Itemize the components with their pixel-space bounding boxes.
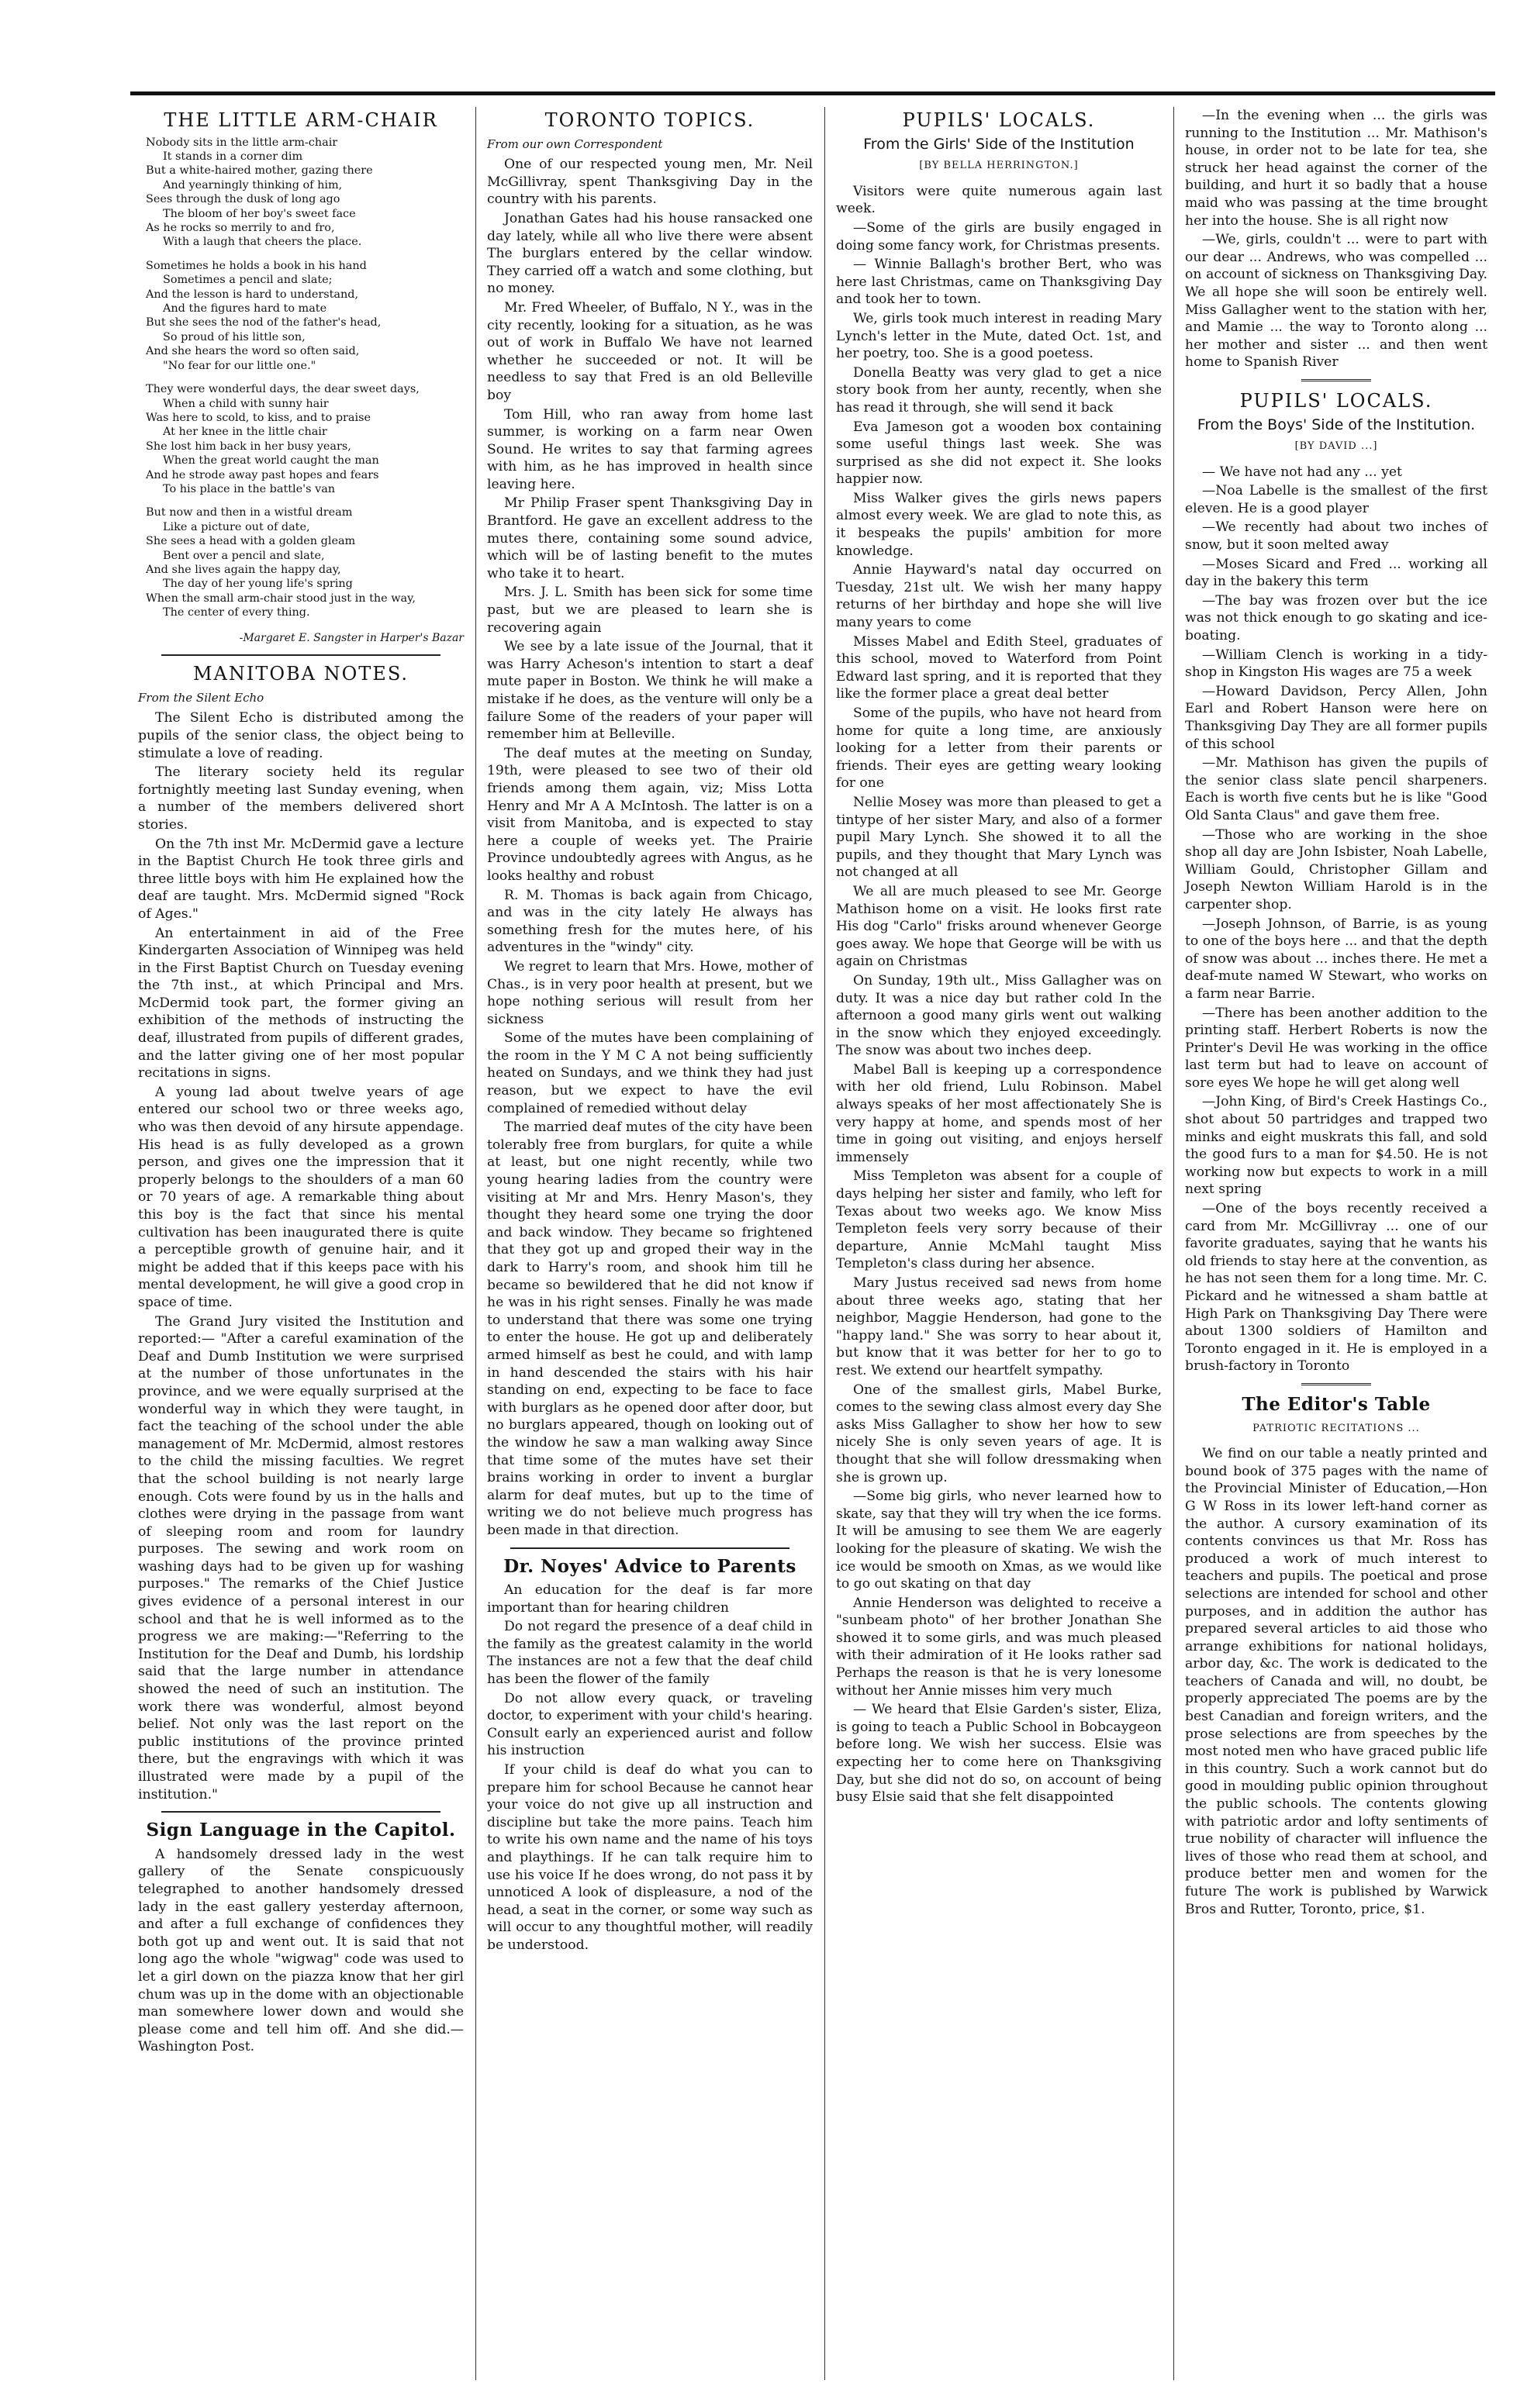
poem-line: Like a picture out of date, [163,520,310,533]
paragraph: A young lad about twelve years of age entered our school two or three weeks ago, who was then devoid of any hirsute appendage. His head is as fully developed as a grown person, and gives one the impression that it properly belongs to the shoulders of a man 60 or 70 years of age. A remarkable thing about this boy is the fact that since his mental cultivation has been inaugurated there is quite a perceptible growth of genuine hair, and it might be added that if this keeps pace with his mental development, he will give a good crop in space of time. [138,1084,464,1310]
toronto-body [487,156,813,1539]
paragraph: — We have not had any ... yet [1202,464,1402,480]
paragraph: The Grand Jury visited the Institution and reported:— "After a careful examination of the Deaf and Dumb Institution we were surprised at the number of those unfortunates in the province, and we were equally surprised at the wonderful way in which they were taught, in fact the teaching of the school under the able management of Mr. McDermid, almost restores to the child the missing faculties. We regret that the school building is not nearly large enough. Cots were found by us in the halls and clothes were drying in the passage from want of sleeping room and room for laundry purposes. The sewing and work room on washing days had to be given up for washing purposes." The remarks of the Chief Justice gives evidence of a personal interest in our school and that he is well informed as to the progress we are making:—"Referring to the Institution for the Deaf and Dumb, his lordship said that the large number in attendance showed the need of such an institution. The work there was wonderful, almost beyond belief. Not only was the last report on the public institutions of the province printed there, but the engravings with which it was illustrated were made by a pupil of the institution." [138,1313,464,1803]
paragraph: An entertainment in aid of the Free Kindergarten Association of Winnipeg was held in the First Baptist Church on Tuesday evening the 7th inst., at which Principal and Mrs. McDermid took part, the former giving an exhibition of the methods of instructing the deaf, illustrated from pupils of different grades, and the latter giving one of her most popular recitations in signs. [138,925,464,1082]
paragraph: —Those who are working in the shoe shop all day are John Isbister, Noah Labelle, William Gould, Christopher Gillam and Joseph Newton William Harold is in the carpenter shop. [1185,826,1487,912]
poem-line: When the small arm-chair stood just in the way, [146,592,416,605]
poem-line: And she hears the word so often said, [146,345,360,358]
manitoba-source: From the Silent Echo [138,690,264,705]
paragraph: Some of the pupils, who have not heard from home for quite a long time, are anxiously looking for a letter from their parents or friends. Their eyes are getting weary looking for one [836,705,1162,792]
poem-line: With a laugh that cheers the place. [163,236,362,249]
boys-locals-body [1185,464,1487,1375]
boys-locals-subtitle: From the Boys' Side of the Institution. [1197,416,1476,433]
section-rule [161,654,440,656]
paragraph: One of the smallest girls, Mabel Burke, comes to the sewing class almost every day She asks Miss Gallagher to show her how to sew nicely She is only seven years of age. It is thought that she will follow dressmaking when she is grown up. [836,1382,1162,1485]
girls-locals-body [836,183,1162,1806]
paragraph: —We recently had about two inches of snow, but it soon melted away [1185,519,1487,554]
column-1 [130,107,472,2380]
paragraph: —The bay was frozen over but the ice was not thick enough to go skating and ice-boating. [1185,592,1487,644]
section-rule [1301,379,1371,383]
paragraph: On the 7th inst Mr. McDermid gave a lecture in the Baptist Church He took three girls and three little boys with him He explained how the deaf are taught. Mrs. McDermid signed "Rock of Ages." [138,836,464,922]
poem-stanza [146,382,464,496]
paragraph: Miss Templeton was absent for a couple of days helping her sister and family, who left for Texas about two weeks ago. We know Miss Templeton feels very sorry because of their departure, Annie McMahl taught Miss Templeton's class during her absence. [836,1168,1162,1272]
sign-language-body [138,1846,464,2056]
poem-line: The bloom of her boy's sweet face [163,207,356,220]
girls-locals-title: PUPILS' LOCALS. [902,109,1096,131]
girls-locals-subtitle: From the Girls' Side of the Institution [863,135,1135,153]
column-divider [1173,107,1174,2380]
paragraph: Nellie Mosey was more than pleased to get a tintype of her sister Mary, and also of a former pupil Mary Lynch. She showed it to all the pupils, and they thought that Mary Lynch was not changed at all [836,794,1162,881]
paragraph: Tom Hill, who ran away from home last summer, is working on a farm near Owen Sound. He writes to say that farming agrees with him, as he has improved in health since leaving here. [487,406,813,492]
paragraph: —Some of the girls are busily engaged in doing some fancy work, for Christmas presents. [836,219,1162,254]
girls-locals-byline: [BY BELLA HERRINGTON.] [919,160,1079,172]
paragraph: Mr. Fred Wheeler, of Buffalo, N Y., was in the city recently, looking for a situation, as he was out of work in Buffalo We have not learned whether he succeeded or not. It will be needless to say that Fred is an old Belleville boy [487,299,813,403]
paragraph: On Sunday, 19th ult., Miss Gallagher was on duty. It was a nice day but rather cold In the afternoon a good many girls went out walking in the snow which they enjoyed exceedingly. The snow was about two inches deep. [836,972,1162,1059]
newspaper-page [130,91,1495,2380]
poem [146,136,464,620]
paragraph: The deaf mutes at the meeting on Sunday, 19th, were pleased to see two of their old friends among them again, viz; Miss Lotta Henry and Mr A A McIntosh. The latter is on a visit from Manitoba, and is expected to stay here a couple of weeks yet. The Prairie Province undoubtedly agrees with Angus, as he looks healthy and robust [487,745,813,884]
paragraph: —Moses Sicard and Fred ... working all day in the bakery this term [1185,556,1487,590]
paragraph: Eva Jameson got a wooden box containing some useful things last week. She was surprised as she did not expect it. She looks happier now. [836,419,1162,488]
paragraph: —Noa Labelle is the smallest of the first eleven. He is a good player [1185,483,1487,516]
poem-line: But she sees the nod of the father's head, [146,316,382,329]
paragraph: We regret to learn that Mrs. Howe, mother of Chas., is in very poor health at present, but we hope nothing serious will result from her sickness [487,958,813,1027]
paragraph: The Silent Echo is distributed among the pupils of the senior class, the object being to stimulate a love of reading. [138,710,464,761]
column-divider [824,107,825,2380]
poem-line: It stands in a corner dim [163,150,303,163]
paragraph: If your child is deaf do what you can to prepare him for school Because he cannot hear your voice do not give up all instruction and discipline but take the more pains. Teach him to write his own name and the name of his toys and playthings. If he can talk require him to use his voice If he does wrong, do not pass it by unnoticed A look of displeasure, a nod of the head, a seat in the corner, or some way such as will occur to any thoughtful mother, will readily be understood. [487,1762,813,1953]
paragraph: We see by a late issue of the Journal, that it was Harry Acheson's intention to start a deaf mute paper in Boston. We think he will make a mistake if he does, as the venture will only be a failure Some of the readers of your paper will remember him at Belleville. [487,639,813,743]
manitoba-body [138,709,464,1803]
poem-line: And yearningly thinking of him, [163,178,343,191]
poem-line: When a child with sunny hair [163,397,329,410]
editors-table-title: The Editor's Table [1242,1393,1431,1415]
paragraph: —Howard Davidson, Percy Allen, John Earl and Robert Hanson were here on Thanksgiving Day They are all former pupils of this school [1185,683,1487,752]
paragraph: The literary society held its regular fortnightly meeting last Sunday evening, when a number of the members delivered short stories. [138,764,464,833]
poem-stanza [146,259,464,373]
manitoba-title: MANITOBA NOTES. [192,663,409,685]
paragraph: — We heard that Elsie Garden's sister, Eliza, is going to teach a Public School in Bobcaygeon before long. We wish her success. Elsie was expecting her to come here on Thanksgiving Day, but she did not do so, on account of being busy Elsie said that she felt disappointed [836,1702,1162,1806]
paragraph: One of our respected young men, Mr. Neil McGillivray, spent Thanksgiving Day in the country with his parents. [487,157,813,208]
poem-line: Sometimes he holds a book in his hand [146,259,367,272]
column-3 [828,107,1169,2380]
paragraph: The married deaf mutes of the city have been tolerably free from burglars, for quite a while at least, but one night recently, while two young hearing ladies from the country were visiting at Mr and Mrs. Henry Mason's, they thought they heard some one trying the door and back window. They became so frightened that they got up and groped their way in the dark to Harry's room, and shook him till he became so bewildered that he did not know if he was in his right senses. Finally he was made to understand that there was some one trying to enter the house. He got up and deliberately armed himself as best he could, and with lamp in hand descended the stairs with his hair standing on end, expecting to be face to face with burglars as he opened door after door, but no burglars appeared, though on looking out of the window he saw a man walking away Since that time some of the mutes have set their brains working in order to invent a burglar alarm for deaf mutes, but up to the time of writing we do not believe much progress has been made in that direction. [487,1119,813,1538]
paragraph: We all are much pleased to see Mr. George Mathison home on a visit. He looks first rate His dog "Carlo" frisks around whenever George goes away. We hope that George will be with us again on Christmas [836,883,1162,970]
poem-stanza [146,136,464,250]
poem-line: Sometimes a pencil and slate; [163,274,333,287]
poem-line: And the figures hard to mate [163,302,327,316]
poem-line: And she lives again the happy day, [146,563,341,576]
noyes-title: Dr. Noyes' Advice to Parents [503,1555,796,1577]
poem-line: And he strode away past hopes and fears [146,468,379,481]
paragraph: Donella Beatty was very glad to get a nice story book from her aunty, recently, when she has read it through, she will send it back [836,364,1162,416]
paragraph: Annie Henderson was delighted to receive a "sunbeam photo" of her brother Jonathan She showed it to some girls, and was much pleased with their admiration of it He looks rather sad Perhaps the reason is that he is very lonesome without her Annie misses him very much [836,1595,1162,1699]
noyes-body [487,1582,813,1954]
paragraph: Mrs. J. L. Smith has been sick for some time past, but we are pleased to learn she is recovering again [487,585,813,636]
section-rule [161,1811,440,1813]
paragraph: —We, girls, couldn't ... were to part with our dear ... Andrews, who was compelled ... on account of sickness on Thanksgiving Day. We all hope she will soon be entirely well. Miss Gallagher went to the station with her, and Mamie ... the way to Toronto along ... her mother and sister ... and then went home to Spanish River [1185,232,1487,371]
poem-line: But now and then in a wistful dream [146,506,353,519]
poem-line: She lost him back in her busy years, [146,440,351,453]
poem-line: The day of her young life's spring [163,578,353,591]
poem-line: Nobody sits in the little arm-chair [146,136,338,149]
paragraph: —John King, of Bird's Creek Hastings Co., shot about 50 partridges and trapped two minks and eight muskrats this fall, and sold the good furs to a man for $4.50. He is not working now but expects to work in a mill next spring [1185,1094,1487,1198]
toronto-title: TORONTO TOPICS. [544,109,755,131]
poem-line: But a white-haired mother, gazing there [146,164,373,178]
section-rule [1301,1383,1371,1387]
toronto-source: From our own Correspondent [487,136,663,151]
paragraph: —Mr. Mathison has given the pupils of the senior class slate pencil sharpeners. Each is worth five cents but he is like "Good Old Santa Claus" and gave them free. [1185,755,1487,823]
paragraph: Some of the mutes have been complaining of the room in the Y M C A not being sufficiently heated on Sundays, and we think they had just reason, but we expect to have the evil complained of remedied without delay [487,1030,813,1116]
paragraph: Miss Walker gives the girls news papers almost every week. We are glad to note this, as it bespeaks the pupils' ambition for more knowledge. [836,490,1162,559]
poem-line: Sees through the dusk of long ago [146,193,340,206]
editors-table-body [1185,1445,1487,1918]
poem-line: They were wonderful days, the dear sweet days, [146,383,420,396]
paragraph: — Winnie Ballagh's brother Bert, who was here last Christmas, came on Thanksgiving Day and took her to town. [836,257,1162,308]
poem-line: So proud of his little son, [163,330,306,343]
paragraph: —One of the boys recently received a card from Mr. McGillivray ... one of our favorite graduates, saying that he wants his old friends to stay here at the convention, as he has not seen them for a long time. Mr. C. Pickard and he witnessed a sham battle at High Park on Thanksgiving Day There were about 1300 soldiers of Hamilton and Toronto engaged in it. He is employed in a brush-factory in Toronto [1185,1201,1487,1375]
paragraph: Misses Mabel and Edith Steel, graduates of this school, moved to Waterford from Point Edward last spring, and it is reported that they like the former place a great deal better [836,633,1162,702]
paragraph: Mr Philip Fraser spent Thanksgiving Day in Brantford. He gave an excellent address to the mutes there, containing some sound advice, which will be of lasting benefit to the mutes who take it to heart. [487,495,813,581]
paragraph: Visitors were quite numerous again last week. [836,183,1162,217]
paragraph: Do not regard the presence of a deaf child in the family as the greatest calamity in the world The instances are not a few that the deaf child has been the flower of the family [487,1619,813,1688]
poem-line: As he rocks so merrily to and fro, [146,222,335,235]
poem-line: To his place in the battle's van [163,482,336,495]
boys-locals-title: PUPILS' LOCALS. [1239,389,1433,412]
girls-locals-continued [1185,107,1487,371]
paragraph: Mabel Ball is keeping up a correspondence with her old friend, Lulu Robinson. Mabel always speaks of her most affectionately She is very happy at home, and spends most of her time in going out visiting, and enjoys herself immensely [836,1061,1162,1165]
poem-signature: -Margaret E. Sangster in Harper's Bazar [239,631,464,644]
poem-line: At her knee in the little chair [163,426,327,439]
paragraph: We, girls took much interest in reading Mary Lynch's letter in the Mute, dated Oct. 1st, and her poetry, too. She is a good poetess. [836,310,1162,362]
top-rule [130,91,1495,95]
paragraph: Do not allow every quack, or traveling doctor, to experiment with your child's hearing. Consult early an experienced aurist and follow his instruction [487,1690,813,1759]
poem-title: THE LITTLE ARM-CHAIR [164,109,438,131]
paragraph: —Some big girls, who never learned how to skate, say that they will try when the ice forms. It will be amusing to see them We are eagerly looking for the pleasure of skating. We wish the ice would be smooth on Xmas, as we would like to go out skating on that day [836,1489,1162,1592]
boys-locals-byline: [BY DAVID ...] [1294,440,1378,453]
poem-line: "No fear for our little one." [163,359,316,372]
paragraph: —Joseph Johnson, of Barrie, is as young to one of the boys here ... and that the depth of snow was about ... inches there. He met a deaf-mute named W Stewart, who works on a farm near Barrie. [1185,916,1487,1002]
paragraph: Annie Hayward's natal day occurred on Tuesday, 21st ult. We wish her many happy returns of her birthday and hope she will live many years to come [836,562,1162,631]
sign-language-title: Sign Language in the Capitol. [146,1820,456,1841]
poem-line: The center of every thing. [163,606,310,619]
paragraph: A handsomely dressed lady in the west gallery of the Senate conspicuously telegraphed to another handsomely dressed lady in the east gallery yesterday afternoon, and after a full exchange of confidences they both got up and went out. It is said that not long ago the whole "wigwag" code was used to let a girl down on the piazza know that her girl chum was up in the dome with an objectionable man somewhere lower down and would she please come and tell him off. And she did.—Washington Post. [138,1846,464,2055]
section-rule [510,1547,789,1549]
paragraph: We find on our table a neatly printed and bound book of 375 pages with the name of the Provincial Minister of Education,—Hon G W Ross in its lower left-hand corner as the author. A cursory examination of its contents convinces us that Mr. Ross has produced a work of much interest to teachers and pupils. The poetical and prose selections are intended for school and other purposes, and in addition the author has prepared several articles to aid those who arrange exhibitions for national holidays, arbor day, &c. The work is dedicated to the teachers of Canada and will, no doubt, be properly appreciated The poems are by the best Canadian and foreign writers, and the prose selections are from speeches by the most noted men who have graced public life in this country. Such a work cannot but do good in moulding public opinion throughout the public schools. The contents glowing with patriotic ardor and lofty sentiments of true nobility of character will influence the lives of those who read them at school, and produce better men and women for the future The work is published by Warwick Bros and Rutter, Toronto, price, $1. [1185,1446,1487,1917]
paragraph: —In the evening when ... the girls was running to the Institution ... Mr. Mathison's house, in order not to be late for tea, she struck her head against the corner of the building, and hurt it so badly that a house maid who was passing at the time brought her into the house. She is all right now [1185,108,1487,229]
poem-line: And the lesson is hard to understand, [146,288,359,301]
column-divider [475,107,476,2380]
paragraph: —William Clench is working in a tidy-shop in Kingston His wages are 75 a week [1185,647,1487,681]
poem-line: She sees a head with a golden gleam [146,535,356,548]
paragraph: —There has been another addition to the printing staff. Herbert Roberts is now the Printer's Devil He was working in the office last term but had to leave on account of sore eyes We hope he will get along well [1185,1005,1487,1091]
poem-stanza [146,505,464,619]
poem-line: Was here to scold, to kiss, and to praise [146,411,371,424]
column-4 [1177,107,1495,2380]
paragraph: An education for the deaf is far more important than for hearing children [487,1582,813,1616]
paragraph: R. M. Thomas is back again from Chicago, and was in the city lately He always has something fresh for the mutes here, of his adventures in the "windy" city. [487,887,813,956]
poem-line: Bent over a pencil and slate, [163,549,325,562]
poem-line: When the great world caught the man [163,454,379,467]
paragraph: Jonathan Gates had his house ransacked one day lately, while all who live there were absent The burglars entered by the cellar window. They carried off a watch and some clothing, but no money. [487,210,813,297]
column-2 [479,107,821,2380]
paragraph: Mary Justus received sad news from home about three weeks ago, stating that her neighbor, Maggie Henderson, had gone to the "happy land." She was sorry to hear about it, but know that it was better for her to go to rest. We extend our heartfelt sympathy. [836,1275,1162,1378]
editors-table-subtitle: PATRIOTIC RECITATIONS ... [1252,1422,1420,1434]
